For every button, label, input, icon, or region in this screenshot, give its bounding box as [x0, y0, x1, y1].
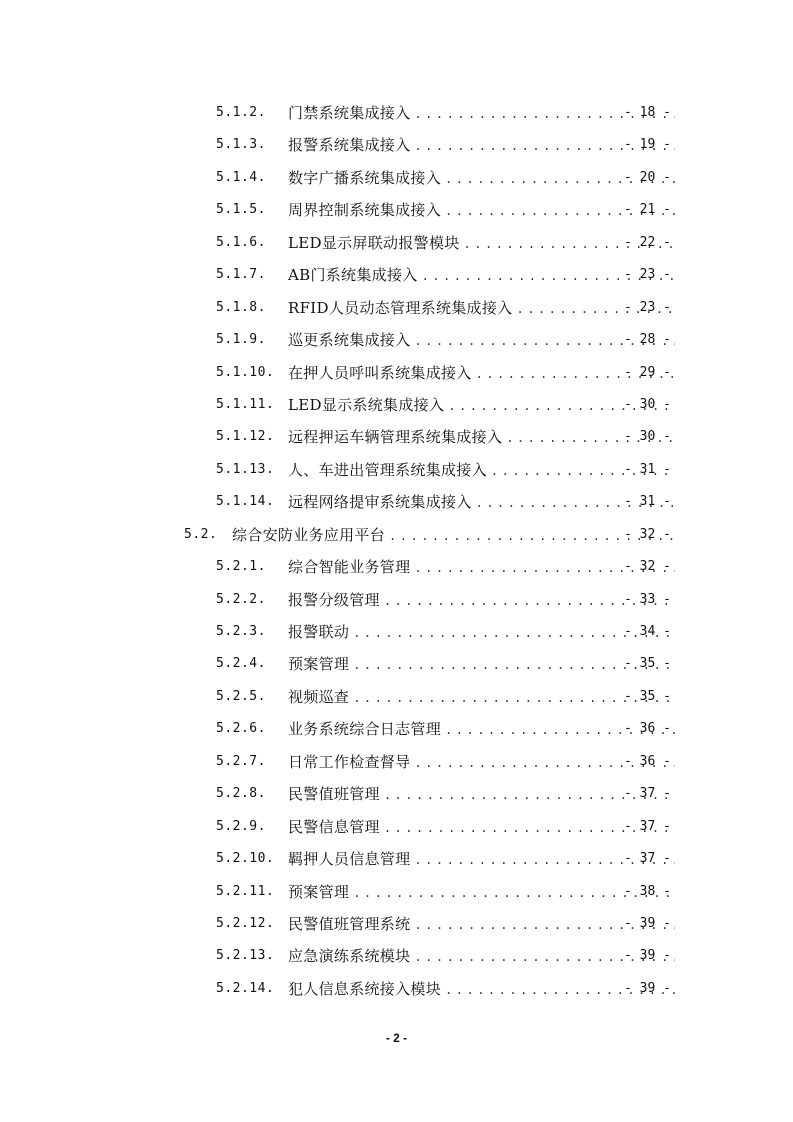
toc-entry-body — [288, 648, 675, 681]
toc-entry-page[interactable]: - 30 - — [624, 429, 671, 445]
toc-entry[interactable] — [0, 551, 793, 583]
toc-entry-title[interactable]: 业务系统综合日志管理 — [288, 720, 442, 739]
toc-entry-number: 5.1.9. — [216, 332, 266, 348]
toc-entry-title[interactable]: 预案管理 — [288, 655, 350, 674]
toc-entry-title[interactable]: 巡更系统集成接入 — [288, 331, 411, 350]
toc-entry-title[interactable]: 远程网络提审系统集成接入 — [288, 493, 472, 512]
toc-entry-page[interactable]: - 39 - — [624, 980, 671, 996]
toc-entry-page[interactable]: - 37 - — [624, 818, 671, 834]
toc-entry-number: 5.1.14. — [216, 494, 275, 510]
table-of-contents — [0, 97, 793, 1005]
toc-entry-page[interactable]: - 18 - — [624, 105, 671, 120]
toc-entry-body — [288, 778, 675, 811]
toc-entry-number: 5.2. — [184, 526, 218, 542]
toc-entry[interactable] — [0, 681, 793, 713]
toc-entry-number: 5.1.2. — [216, 105, 266, 120]
toc-entry-page[interactable]: - 34 - — [624, 624, 671, 639]
toc-entry-title[interactable]: 报警联动 — [288, 623, 350, 641]
toc-entry-number: 5.1.4. — [216, 169, 266, 185]
toc-entry-number: 5.2.4. — [216, 656, 266, 672]
toc-entry-page[interactable]: - 39 - — [624, 948, 671, 964]
toc-entry[interactable] — [0, 421, 793, 453]
toc-entry[interactable] — [0, 227, 793, 259]
toc-entry-number: 5.2.1. — [216, 559, 266, 575]
toc-entry-body — [288, 97, 675, 130]
toc-entry-title[interactable]: LED显示屏联动报警模块 — [288, 233, 460, 252]
toc-entry-body — [288, 162, 675, 195]
toc-entry-page[interactable]: - 21 - — [624, 202, 671, 218]
toc-entry[interactable] — [0, 940, 793, 972]
toc-entry-page[interactable]: - 19 - — [624, 137, 671, 153]
toc-entry-title[interactable]: 门禁系统集成接入 — [288, 104, 411, 122]
toc-entry-body — [288, 973, 675, 1006]
toc-entry-body — [288, 259, 675, 292]
toc-entry[interactable] — [0, 324, 793, 356]
toc-entry[interactable] — [0, 486, 793, 518]
toc-entry-page[interactable]: - 36 - — [624, 753, 671, 769]
toc-entry-title[interactable]: 报警分级管理 — [288, 590, 380, 609]
toc-entry-body — [288, 616, 675, 649]
toc-entry-number: 5.2.6. — [216, 721, 266, 737]
toc-entry[interactable] — [0, 843, 793, 875]
toc-entry[interactable] — [0, 616, 793, 648]
toc-entry-page[interactable]: - 38 - — [624, 883, 671, 899]
toc-entry-title[interactable]: 预案管理 — [288, 882, 350, 901]
toc-entry-page[interactable]: - 22 - — [624, 234, 671, 250]
page-number: - 2 - — [385, 1031, 408, 1045]
toc-entry-body — [288, 746, 675, 779]
toc-entry-title[interactable]: 羁押人员信息管理 — [288, 850, 411, 869]
toc-entry-page[interactable]: - 39 - — [624, 915, 671, 931]
toc-entry-body — [288, 811, 675, 844]
toc-entry-number: 5.1.8. — [216, 299, 266, 315]
toc-entry-body — [288, 129, 675, 162]
toc-entry-body — [288, 681, 675, 714]
toc-entry-title[interactable]: 犯人信息系统接入模块 — [288, 979, 442, 998]
toc-entry[interactable] — [0, 778, 793, 810]
toc-entry-title[interactable]: RFID人员动态管理系统集成接入 — [288, 298, 513, 317]
toc-entry-title[interactable]: 民警值班管理系统 — [288, 914, 411, 933]
toc-entry-title[interactable]: 视频巡查 — [288, 687, 350, 706]
toc-entry-page[interactable]: - 37 - — [624, 851, 671, 867]
toc-entry-title[interactable]: 日常工作检查督导 — [288, 752, 411, 771]
toc-entry-body — [288, 292, 675, 325]
toc-entry-title[interactable]: 综合智能业务管理 — [288, 558, 411, 577]
toc-entry-number: 5.2.10. — [216, 851, 275, 867]
toc-entry-page[interactable]: - 20 - — [624, 169, 671, 185]
toc-entry-title[interactable]: 报警系统集成接入 — [288, 136, 411, 155]
toc-entry-number: 5.2.9. — [216, 818, 266, 834]
toc-entry-page[interactable]: - 37 - — [624, 786, 671, 802]
toc-entry-body — [288, 194, 675, 227]
toc-entry[interactable] — [0, 908, 793, 940]
toc-entry[interactable] — [0, 973, 793, 1005]
toc-entry[interactable] — [0, 648, 793, 680]
toc-entry-body — [288, 454, 675, 487]
toc-entry-number: 5.2.13. — [216, 948, 275, 964]
toc-entry-page[interactable]: - 35 - — [624, 688, 671, 704]
toc-entry[interactable] — [0, 519, 793, 551]
toc-entry-number: 5.1.5. — [216, 202, 266, 218]
toc-entry-title[interactable]: 应急演练系统模块 — [288, 947, 411, 966]
toc-entry-page[interactable]: - 35 - — [624, 656, 671, 672]
toc-entry-number: 5.1.10. — [216, 364, 275, 380]
toc-entry-number: 5.1.13. — [216, 461, 275, 477]
toc-entry-page[interactable]: - 23 - — [624, 267, 671, 283]
toc-entry[interactable] — [0, 129, 793, 161]
toc-entry-number: 5.2.2. — [216, 591, 266, 607]
toc-entry-number: 5.1.7. — [216, 267, 266, 283]
toc-entry-page[interactable]: - 31 - — [624, 461, 671, 477]
toc-entry[interactable] — [0, 357, 793, 389]
toc-entry-page[interactable]: - 30 - — [624, 396, 671, 412]
toc-entry[interactable] — [0, 389, 793, 421]
toc-entry[interactable] — [0, 876, 793, 908]
toc-entry-number: 5.1.6. — [216, 234, 266, 250]
toc-entry-number: 5.2.7. — [216, 753, 266, 769]
toc-entry[interactable] — [0, 194, 793, 226]
toc-entry-body — [288, 357, 675, 390]
toc-entry[interactable] — [0, 746, 793, 778]
toc-entry-number: 5.1.11. — [216, 396, 275, 412]
toc-entry-number: 5.2.8. — [216, 786, 266, 802]
toc-entry-body — [288, 389, 675, 422]
toc-entry-number: 5.1.12. — [216, 429, 275, 445]
toc-entry-title[interactable]: 在押人员呼叫系统集成接入 — [288, 363, 472, 382]
toc-entry-page[interactable]: - 36 - — [624, 721, 671, 737]
toc-entry-body — [288, 876, 675, 909]
toc-entry-body — [288, 713, 675, 746]
toc-entry-title[interactable]: 民警信息管理 — [288, 817, 380, 836]
toc-entry-body — [288, 584, 675, 617]
toc-entry-body — [288, 324, 675, 357]
toc-entry-page[interactable]: - 29 - — [624, 364, 671, 380]
toc-entry-title[interactable]: 数字广播系统集成接入 — [288, 168, 442, 187]
toc-entry[interactable] — [0, 811, 793, 843]
toc-entry[interactable] — [0, 584, 793, 616]
toc-entry-page[interactable]: - 23 - — [624, 299, 671, 315]
toc-entry-title[interactable]: 民警值班管理 — [288, 785, 380, 804]
toc-entry-title[interactable]: AB门系统集成接入 — [288, 266, 418, 285]
toc-entry-title[interactable]: 人、车进出管理系统集成接入 — [288, 460, 487, 479]
toc-entry-body — [288, 486, 675, 519]
toc-entry[interactable] — [0, 97, 793, 129]
toc-entry-body — [288, 421, 675, 454]
toc-entry-body — [288, 908, 675, 941]
toc-entry-title[interactable]: 远程押运车辆管理系统集成接入 — [288, 428, 503, 447]
toc-entry-body — [288, 940, 675, 973]
toc-entry-body — [232, 519, 675, 552]
toc-entry-body — [288, 551, 675, 584]
toc-entry-number: 5.2.3. — [216, 624, 266, 639]
toc-entry[interactable] — [0, 259, 793, 291]
toc-entry-page[interactable]: - 28 - — [624, 332, 671, 348]
toc-entry-page[interactable]: - 32 - — [624, 559, 671, 575]
toc-entry[interactable] — [0, 162, 793, 194]
toc-entry-number: 5.1.3. — [216, 137, 266, 153]
toc-entry-title[interactable]: LED显示系统集成接入 — [288, 395, 445, 414]
toc-entry[interactable] — [0, 713, 793, 745]
toc-entry-title[interactable]: 周界控制系统集成接入 — [288, 201, 442, 220]
toc-entry-page[interactable]: - 32 - — [624, 526, 671, 542]
toc-entry-number: 5.2.11. — [216, 883, 275, 899]
toc-entry-page[interactable]: - 33 - — [624, 591, 671, 607]
toc-entry[interactable] — [0, 292, 793, 324]
toc-entry-page[interactable]: - 31 - — [624, 494, 671, 510]
toc-entry-number: 5.2.12. — [216, 915, 275, 931]
toc-entry-number: 5.2.5. — [216, 688, 266, 704]
toc-entry-number: 5.2.14. — [216, 980, 275, 996]
toc-entry[interactable] — [0, 454, 793, 486]
toc-entry-body — [288, 227, 675, 260]
toc-entry-body — [288, 843, 675, 876]
toc-entry-title[interactable]: 综合安防业务应用平台 — [232, 525, 386, 544]
